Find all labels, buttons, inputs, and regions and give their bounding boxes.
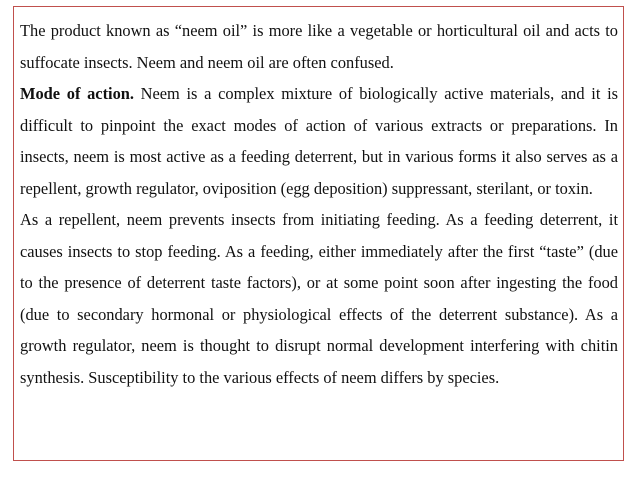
paragraph-repellent xyxy=(20,204,618,393)
section-heading: Mode of action. xyxy=(20,84,134,103)
paragraph-text: Neem is a complex mixture of biologically active materials, and it is difficult to pinpoint the exact modes of action of various extracts or preparations. In insects, neem is most active as a feeding deterrent, but in various forms it also serves as a repellent, growth regulator, oviposition (egg deposition) suppressant, sterilant, or toxin. xyxy=(20,84,618,198)
paragraph-text: As a repellent, neem prevents insects from initiating feeding. As a feeding deterrent, it causes insects to stop feeding. As a feeding, either immediately after the first “taste” (due to the presence of deterrent taste factors), or at some point soon after ingesting the food (due to secondary hormonal or physiological effects of the deterrent substance). As a growth regulator, neem is thought to disrupt normal development interfering with chitin synthesis. Susceptibility to the various effects of neem differs by species. xyxy=(20,210,618,387)
paragraph-neem-oil xyxy=(20,15,618,78)
paragraph-text: The product known as “neem oil” is more like a vegetable or horticultural oil and acts to suffocate insects. Neem and neem oil are often confused. xyxy=(20,21,618,72)
paragraph-mode-of-action xyxy=(20,78,618,204)
text-box xyxy=(13,6,624,461)
